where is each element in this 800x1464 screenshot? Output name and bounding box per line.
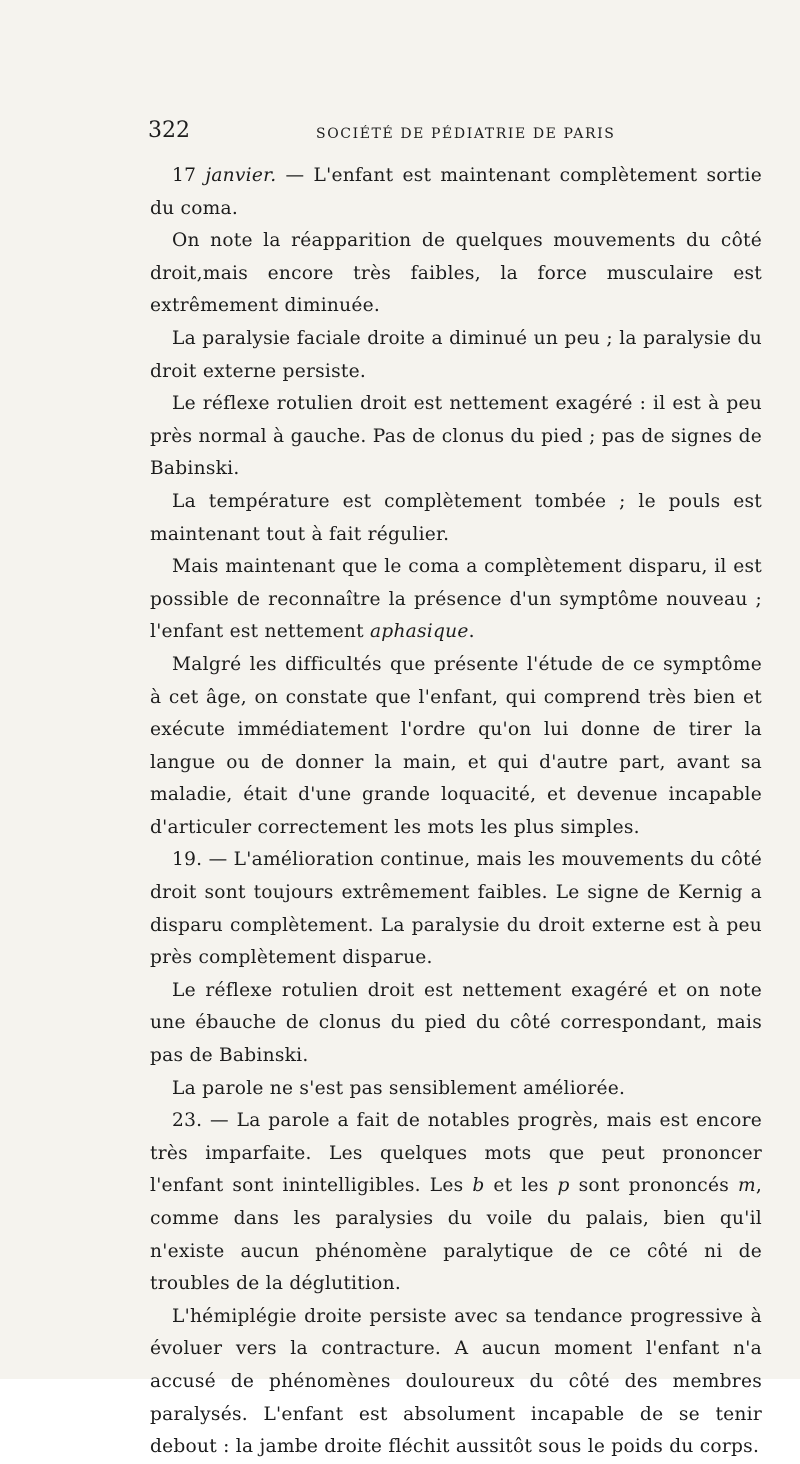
italic-letter-m: m	[737, 1175, 756, 1197]
paragraph-date-day: 17	[172, 165, 197, 186]
page-number: 322	[148, 118, 190, 143]
italic-letter-p: p	[557, 1175, 570, 1197]
paragraph-reflex: Le réflexe rotulien droit est nettement exagéré : il est à peu près normal à gauche. Pas de clonus du pied ; pas de signes de Babinski.	[150, 393, 762, 480]
paragraph-text: Mais maintenant que le coma a complètement disparu, il est possible de reconnaître la présence d'un symptôme nouveau ; l'enfant est nettement	[150, 556, 762, 643]
paragraph-hemiplegia: L'hémiplégie droite persiste avec sa tendance progressive à évoluer vers la contracture. A aucun moment l'enfant n'a accusé de phénomènes douloureux du côté des membres paralysés. L'enfant est absolument incapable de se tenir debout : la jambe droite fléchit aussitôt sous le poids du corps.	[150, 1305, 762, 1458]
paragraph-text-end: , comme dans les paralysies du voile du palais, bien qu'il n'existe aucun phénomène paralytique de ce côté ni de troubles de la déglutition.	[150, 1175, 763, 1295]
paragraph-text: 23. — La parole a fait de notables progrès, mais est encore très imparfaite. Les quelques mots que peut prononcer l'enfant sont inintelligibles. Les	[150, 1110, 762, 1197]
paragraph-date-month: janvier.	[205, 165, 277, 186]
paragraph-text-end: .	[468, 621, 475, 643]
paragraph-temperature: La température est complètement tombée ; le pouls est maintenant tout à fait régulier.	[150, 490, 762, 545]
paragraph-facial-paralysis: La paralysie faciale droite a diminué un peu ; la paralysie du droit externe persiste.	[150, 327, 762, 382]
running-head: SOCIÉTÉ DE PÉDIATRIE DE PARIS	[316, 126, 616, 142]
paragraph-speech: La parole ne s'est pas sensiblement améliorée.	[172, 1077, 626, 1099]
italic-letter-b: b	[472, 1175, 485, 1197]
body-text	[150, 160, 762, 1464]
paragraph-reflex-clonus: Le réflexe rotulien droit est nettement exagéré et on note une ébauche de clonus du pied du côté correspondant, mais pas de Babinski.	[150, 979, 762, 1067]
paragraph-aphasia	[150, 551, 762, 649]
italic-term-aphasique: aphasique	[369, 621, 469, 643]
paragraph-text-mid: et les	[484, 1175, 558, 1197]
paragraph-text-mid: sont prononcés	[569, 1175, 738, 1197]
paragraph-movements: On note la réapparition de quelques mouvements du côté droit,mais encore très faibles, la force musculaire est extrêmement diminuée.	[150, 230, 762, 317]
paragraph-text: — L'enfant est maintenant complètement sortie du coma.	[150, 165, 762, 219]
paragraph-day-23	[150, 1105, 762, 1301]
page-header	[148, 118, 768, 148]
paragraph-day-19: 19. — L'amélioration continue, mais les mouvements du côté droit sont toujours extrêmement faibles. Le signe de Kernig a disparu complètement. La paralysie du droit externe est à peu près complètement disparue.	[150, 849, 762, 969]
paragraph-difficulties: Malgré les difficultés que présente l'étude de ce symptôme à cet âge, on constate que l'enfant, qui comprend très bien et exécute immédiatement l'ordre qu'on lui donne de tirer la langue ou de donner la main, et qui d'autre part, avant sa maladie, était d'une grande loquacité, et devenue incapable d'articuler correctement les mots les plus simples.	[150, 653, 762, 838]
paragraph-jan-17	[150, 160, 762, 225]
